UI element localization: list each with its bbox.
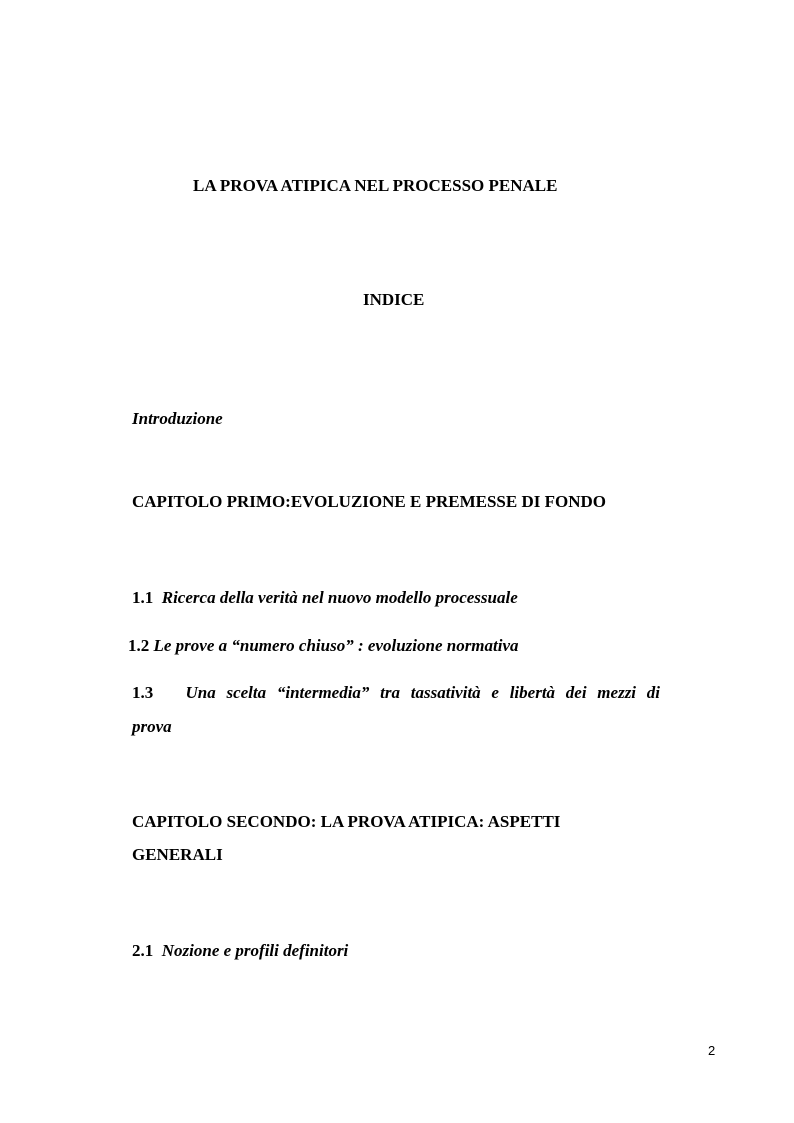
toc-entry-1-1	[132, 589, 518, 606]
toc-entry-1-2	[128, 637, 519, 654]
toc-entry-1-3	[132, 684, 660, 701]
chapter-1-title: CAPITOLO PRIMO:EVOLUZIONE E PREMESSE DI FONDO	[132, 492, 606, 511]
chapter-2-title-line2: GENERALI	[132, 845, 223, 864]
document-title: LA PROVA ATIPICA NEL PROCESSO PENALE	[193, 176, 558, 195]
page-number: 2	[708, 1043, 716, 1058]
toc-entry-1-3-continuation: prova	[132, 717, 172, 736]
section-number: 1.3	[132, 683, 154, 702]
section-title: Una scelta “intermedia” tra tassatività e libertà dei mezzi di	[185, 683, 660, 702]
section-number: 1.2	[128, 636, 150, 655]
index-heading: INDICE	[363, 290, 425, 309]
section-number: 2.1	[132, 941, 154, 960]
section-title: Nozione e profili definitori	[161, 941, 349, 960]
toc-entry-introduzione: Introduzione	[132, 409, 223, 428]
section-title: Le prove a “numero chiuso” : evoluzione normativa	[153, 636, 519, 655]
chapter-2-title-line1: CAPITOLO SECONDO: LA PROVA ATIPICA: ASPETTI	[132, 812, 561, 831]
section-number: 1.1	[132, 588, 154, 607]
section-title: Ricerca della verità nel nuovo modello processuale	[161, 588, 518, 607]
toc-entry-2-1	[132, 942, 348, 959]
